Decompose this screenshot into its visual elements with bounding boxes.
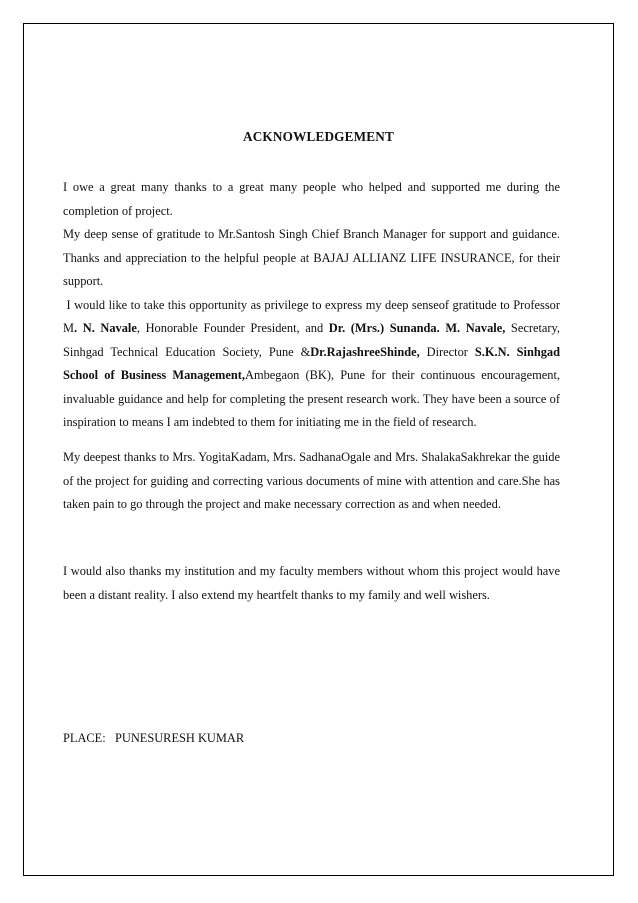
place-value: PUNE bbox=[114, 731, 148, 745]
sentence-gratitude-manager: My deep sense of gratitude to Mr.Santosh Singh Chief Branch Manager for support and guidance. Thanks and appreciation to the helpful people at BAJAJ ALLIANZ LIFE INSURANCE, for their support. bbox=[63, 227, 560, 288]
sentence-privilege-post: Ambegaon (BK), Pune for their continuous encouragement, invaluable guidance and help for completing the present research work. They have been a source of inspiration to means I am indebted to them for initiating me in the field of research. bbox=[63, 368, 561, 429]
acknowledgement-paragraph-3: I would also thanks my institution and my faculty members without whom this project would have been a distant reality. I also extend my heartfelt thanks to my family and well wishers. bbox=[63, 564, 560, 602]
acknowledgement-paragraph-1 bbox=[63, 176, 560, 435]
place-label: PLACE: bbox=[63, 731, 106, 745]
page-title: ACKNOWLEDGEMENT bbox=[242, 129, 394, 144]
name-rajashree-shinde: Dr.RajashreeShinde, bbox=[310, 344, 420, 359]
sentence-thanks: I owe a great many thanks to a great many people who helped and supported me during the completion of project. bbox=[63, 180, 560, 218]
acknowledgement-paragraph-2: My deepest thanks to Mrs. YogitaKadam, Mrs. SadhanaOgale and Mrs. ShalakaSakhrekar the guide of the project for guiding and correcting various documents of mine with attention and care.She has taken pain to go through the project and make necessary correction as and when needed. bbox=[63, 450, 560, 511]
name-navale: . N. Navale bbox=[74, 321, 137, 335]
name-sunanda-navale: Dr. (Mrs.) Sunanda. M. Navale, bbox=[328, 321, 506, 335]
institution-name: S.K.N. Sinhgad School of Business Management, bbox=[63, 344, 561, 382]
signature-line bbox=[63, 731, 244, 746]
author-name: SURESH KUMAR bbox=[147, 731, 245, 745]
sentence-privilege-mid1: , Honorable Founder President, and bbox=[136, 321, 329, 335]
sentence-privilege-pre: I would like to take this opportunity as privilege to express my deep senseof gratitude to Professor M bbox=[63, 297, 560, 335]
sentence-privilege-mid2: Secretary, Sinhgad Technical Education Society, Pune & bbox=[63, 321, 560, 359]
document-page bbox=[23, 23, 614, 876]
sentence-privilege-mid3: Director bbox=[419, 344, 475, 359]
